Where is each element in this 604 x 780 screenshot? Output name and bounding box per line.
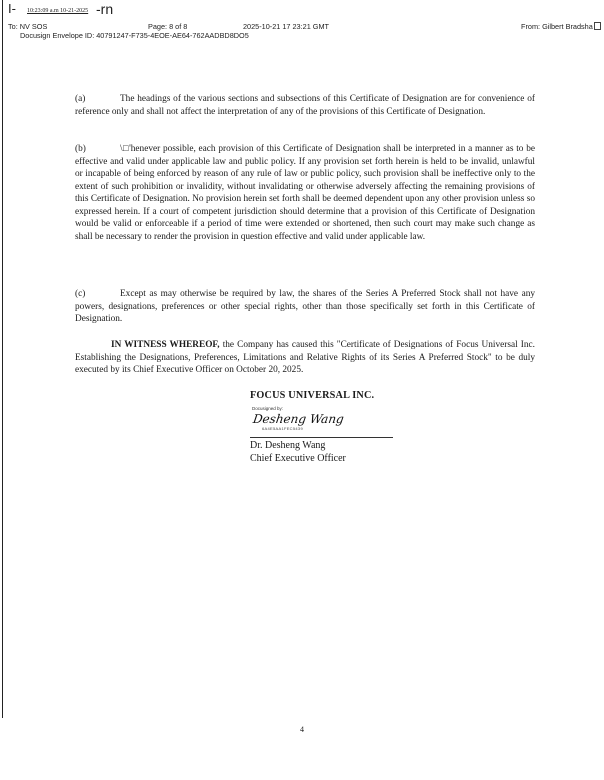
fax-received-time: 10:23:09 a.m 10-21-2025	[27, 8, 89, 14]
signer-info	[250, 440, 346, 465]
signature-block	[250, 390, 410, 431]
fax-mark: I-	[8, 1, 16, 16]
page-number: 4	[300, 725, 304, 734]
fax-from: From: Gilbert Bradsha	[521, 22, 601, 31]
paragraph-b	[75, 143, 535, 243]
signer-name: Dr. Desheng Wang	[250, 440, 326, 451]
company-name: FOCUS UNIVERSAL INC.	[250, 390, 375, 401]
witness-text: the Company has caused this "Certificate of Designations of Focus Universal Inc. Establishing the Designations, Preferences, Limitations and Relative Rights of its Series A Preferred Stock" to be duly executed by its Chief Executive Officer on October 20, 2025.	[75, 340, 535, 376]
fax-datetime: 2025-10-21 17 23:21 GMT	[243, 22, 329, 31]
handwritten-signature: Desheng Wang	[252, 412, 345, 426]
fax-tail-mark: -rn	[96, 1, 114, 17]
fax-page: Page: 8 of 8	[148, 22, 188, 31]
docusigned-by-label: Docusigned by:	[252, 406, 284, 411]
left-margin-rule	[2, 0, 3, 718]
signer-id: 6A4E5AA1FEC5439	[262, 426, 303, 431]
witness-lead: IN WITNESS WHEREOF,	[111, 340, 220, 350]
docusign-envelope-id: Docusign Envelope ID: 40791247-F735-4EOE-AE64-762AADBD8DO5	[20, 31, 249, 40]
paragraph-a-label: (a)	[75, 94, 86, 104]
paragraph-b-text: \□'henever possible, each provision of this Certificate of Designation shall be interpreted in a manner as to be effective and valid under applicable law and public policy. If any provision set forth herein is held to be invalid, unlawful or incapable of being enforced by reason of any rule of law or public policy, such provision shall be ineffective only to the extent of such prohibition or invalidity, without invalidating or otherwise adversely affecting the remaining provisions of this Certificate of Designation. No provision herein set forth shall be deemed dependent upon any other provision unless so expressed herein. If a court of competent jurisdiction should determine that a provision of this Certificate of Designation would be valid or enforceable if a period of time were extended or shortened, then such court may make such change as shall be necessary to render the provision in question effective and valid under applicable law.	[75, 144, 535, 242]
paragraph-c-text: Except as may otherwise be required by law, the shares of the Series A Preferred Stock shall not have any powers, designations, preferences or other special rights, other than those specifically set forth in this Certificate of Designation.	[75, 289, 535, 325]
paragraph-b-label: (b)	[75, 144, 86, 154]
fax-to: To: NV SOS	[8, 22, 48, 31]
paragraph-a-text: The headings of the various sections and subsections of this Certificate of Designation are for convenience of reference only and shall not affect the interpretation of any of the provisions of this Certificate of Designation.	[75, 94, 535, 117]
paragraph-c-label: (c)	[75, 289, 86, 299]
witness-paragraph	[75, 339, 535, 377]
unknown-glyph-icon	[594, 22, 601, 30]
paragraph-a	[75, 93, 535, 118]
signer-title: Chief Executive Officer	[250, 452, 346, 464]
signature-line	[250, 437, 393, 438]
paragraph-c	[75, 288, 535, 326]
